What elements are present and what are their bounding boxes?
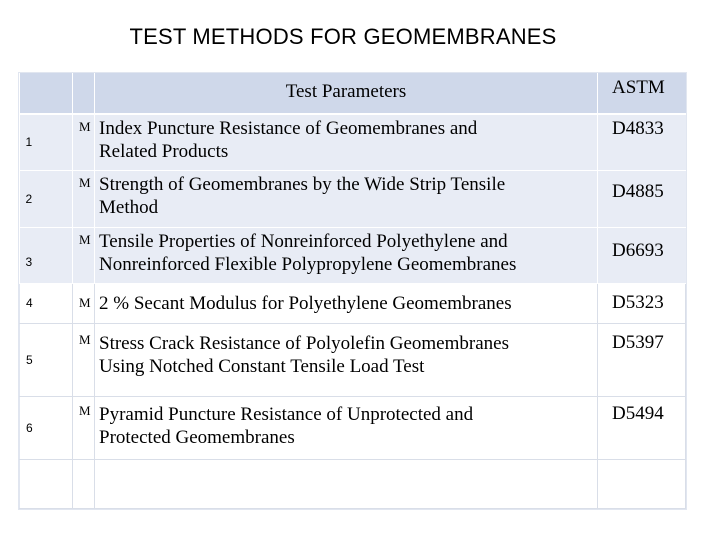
table-header-row <box>20 73 686 114</box>
header-astm: ASTM <box>598 73 686 114</box>
row-parameter-line2: Using Notched Constant Tensile Load Test <box>99 355 425 377</box>
row-marker: M <box>73 170 95 227</box>
row-marker: M <box>73 396 95 459</box>
row-parameter-line2: Method <box>99 196 159 218</box>
row-parameter <box>95 323 598 396</box>
row-astm: D4885 <box>598 170 686 227</box>
row-parameter-line2: Related Products <box>99 141 229 162</box>
row-parameter-line1: Tensile Properties of Nonreinforced Polyethylene and <box>99 230 508 252</box>
row-marker: M <box>73 227 95 283</box>
table-row <box>20 114 686 170</box>
row-number: 5 <box>20 323 73 396</box>
header-marker-cell <box>73 73 95 114</box>
row-number: 6 <box>20 396 73 459</box>
row-number: 4 <box>20 283 73 323</box>
test-methods-table <box>19 73 686 509</box>
row-astm: D5494 <box>598 396 686 459</box>
row-astm: D5397 <box>598 323 686 396</box>
row-marker: M <box>73 114 95 170</box>
table-row-empty <box>20 459 686 508</box>
row-parameter-line2: Protected Geomembranes <box>99 426 295 448</box>
row-astm: D4833 <box>598 114 686 170</box>
empty-cell <box>95 459 598 508</box>
header-num-cell <box>20 73 73 114</box>
row-parameter-line1: Stress Crack Resistance of Polyolefin Geomembranes <box>99 332 509 354</box>
table-row <box>20 283 686 323</box>
row-parameter-line1: Strength of Geomembranes by the Wide Strip Tensile <box>99 173 506 195</box>
empty-cell <box>73 459 95 508</box>
row-parameter <box>95 227 598 283</box>
table-row <box>20 323 686 396</box>
row-parameter <box>95 170 598 227</box>
table-row <box>20 170 686 227</box>
row-parameter-line1: 2 % Secant Modulus for Polyethylene Geomembranes <box>99 292 512 314</box>
row-marker: M <box>73 283 95 323</box>
row-number: 3 <box>20 227 73 283</box>
table-row <box>20 396 686 459</box>
table-row <box>20 227 686 283</box>
row-parameter <box>95 396 598 459</box>
empty-cell <box>598 459 686 508</box>
row-parameter <box>95 283 598 323</box>
row-parameter-line1: Pyramid Puncture Resistance of Unprotected and <box>99 403 474 425</box>
row-number: 2 <box>20 170 73 227</box>
row-marker: M <box>73 323 95 396</box>
empty-cell <box>20 459 73 508</box>
row-parameter-line1: Index Puncture Resistance of Geomembranes and <box>99 118 478 139</box>
row-parameter <box>95 114 598 170</box>
row-parameter-line2: Nonreinforced Flexible Polypropylene Geomembranes <box>99 253 517 275</box>
page-title: TEST METHODS FOR GEOMEMBRANES <box>129 24 557 49</box>
row-number: 1 <box>20 114 73 170</box>
header-test-parameters: Test Parameters <box>95 73 598 114</box>
row-astm: D5323 <box>598 283 686 323</box>
row-astm: D6693 <box>598 227 686 283</box>
